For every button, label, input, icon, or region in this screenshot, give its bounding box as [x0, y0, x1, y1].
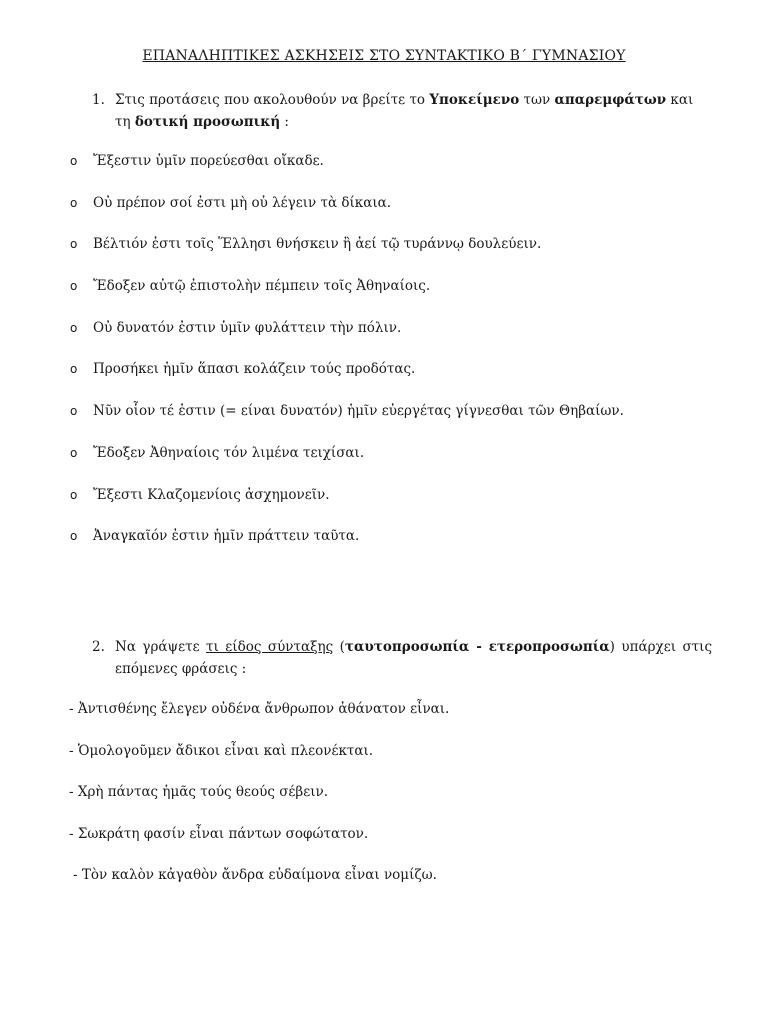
bullet-icon: o: [70, 154, 78, 168]
list-item: - Σωκράτη φασίν εἶναι πάντων σοφώτατον.: [69, 825, 369, 842]
sentence-text: Προσήκει ἡμῖν ἅπασι κολάζειν τούς προδότας.: [93, 361, 416, 378]
sentence-text: Ἔξεστιν ὑμῖν πορεύεσθαι οἴκαδε.: [93, 153, 324, 169]
q2-bold-options: ταυτοπροσωπία - ετεροπροσωπία: [344, 639, 610, 655]
bullet-icon: o: [70, 279, 78, 294]
sentence-text: Ἔδοξεν Ἀθηναίοις τόν λιμένα τειχίσαι.: [93, 444, 365, 461]
q1-text-a: Στις προτάσεις που ακολουθούν να βρείτε το: [115, 92, 430, 108]
question-2-sentence-list: [69, 698, 449, 906]
question-1-number: 1.: [92, 92, 105, 108]
bullet-icon: o: [70, 362, 78, 377]
sentence-text: Οὐ δυνατόν ἐστιν ὑμῖν φυλάττειν τὴν πόλιν.: [93, 319, 402, 336]
sentence-text: Ἔξεστι Κλαζομενίοις ἀσχημονεῖν.: [93, 486, 330, 503]
list-item: - Ὁμολογοῦμεν ἄδικοι εἶναι καὶ πλεονέκται.: [69, 742, 374, 759]
bullet-icon: o: [70, 320, 78, 335]
list-item: - Τὸν καλὸν κἀγαθὸν ἄνδρα εὐδαίμονα εἶναι νομίζω.: [73, 867, 437, 883]
sentence-text: Ἀναγκαῖόν ἐστιν ἡμῖν πράττειν ταῦτα.: [93, 528, 360, 545]
sentence-text: Βέλτιόν ἐστι τοῖς Ἕλλησι θνήσκειν ἢ ἀεί τῷ τυράννῳ δουλεύειν.: [93, 236, 542, 253]
question-2-heading: [92, 636, 712, 680]
q1-bold-subject: Υποκείμενο: [429, 92, 520, 108]
sentence-text: Νῦν οἷον τέ ἐστιν (= είναι δυνατόν) ἡμῖν εὐεργέτας γίγνεσθαι τῶν Θηβαίων.: [93, 403, 624, 420]
bullet-icon: o: [70, 195, 78, 210]
question-1-heading: [92, 89, 712, 133]
question-2-instructions: [115, 636, 712, 680]
q2-text-a: Να γράψετε: [115, 639, 207, 655]
bullet-icon: o: [70, 529, 78, 544]
q1-bold-infinitives: απαρεμφάτων: [554, 92, 667, 108]
question-1-instructions: [115, 89, 712, 133]
q1-bold-dative: δοτική προσωπική: [134, 114, 281, 130]
question-2-number: 2.: [92, 639, 105, 655]
sentence-text: Ἔδοξεν αὐτῷ ἐπιστολὴν πέμπειν τοῖς Ἀθηναίοις.: [93, 278, 431, 295]
list-item: - Ἀντισθένης ἔλεγεν οὐδένα ἄνθρωπον ἀθάνατον εἶναι.: [69, 701, 450, 717]
sentence-text: Οὐ πρέπον σοί ἐστι μὴ οὐ λέγειν τὰ δίκαια.: [93, 194, 392, 211]
q2-text-c: ) υπάρχει στις επόμενες φράσεις :: [115, 639, 713, 677]
q1-text-d: :: [280, 114, 289, 130]
document-title: ΕΠΑΝΑΛΗΠΤΙΚΕΣ ΑΣΚΗΣΕΙΣ ΣΤΟ ΣΥΝΤΑΚΤΙΚΟ Β΄ ΓΥΜΝΑΣΙΟΥ: [142, 48, 626, 64]
q2-text-b: (: [333, 639, 345, 655]
q1-text-c: και τη: [115, 92, 694, 130]
q2-underlined-syntax: τι είδος σύνταξης: [206, 639, 334, 655]
bullet-icon: o: [70, 404, 78, 419]
bullet-icon: o: [70, 237, 78, 252]
bullet-icon: o: [70, 487, 78, 502]
list-item: - Χρὴ πάντας ἡμᾶς τούς θεούς σέβειν.: [69, 784, 329, 800]
q1-text-b: των: [519, 92, 555, 108]
bullet-icon: o: [70, 445, 78, 460]
